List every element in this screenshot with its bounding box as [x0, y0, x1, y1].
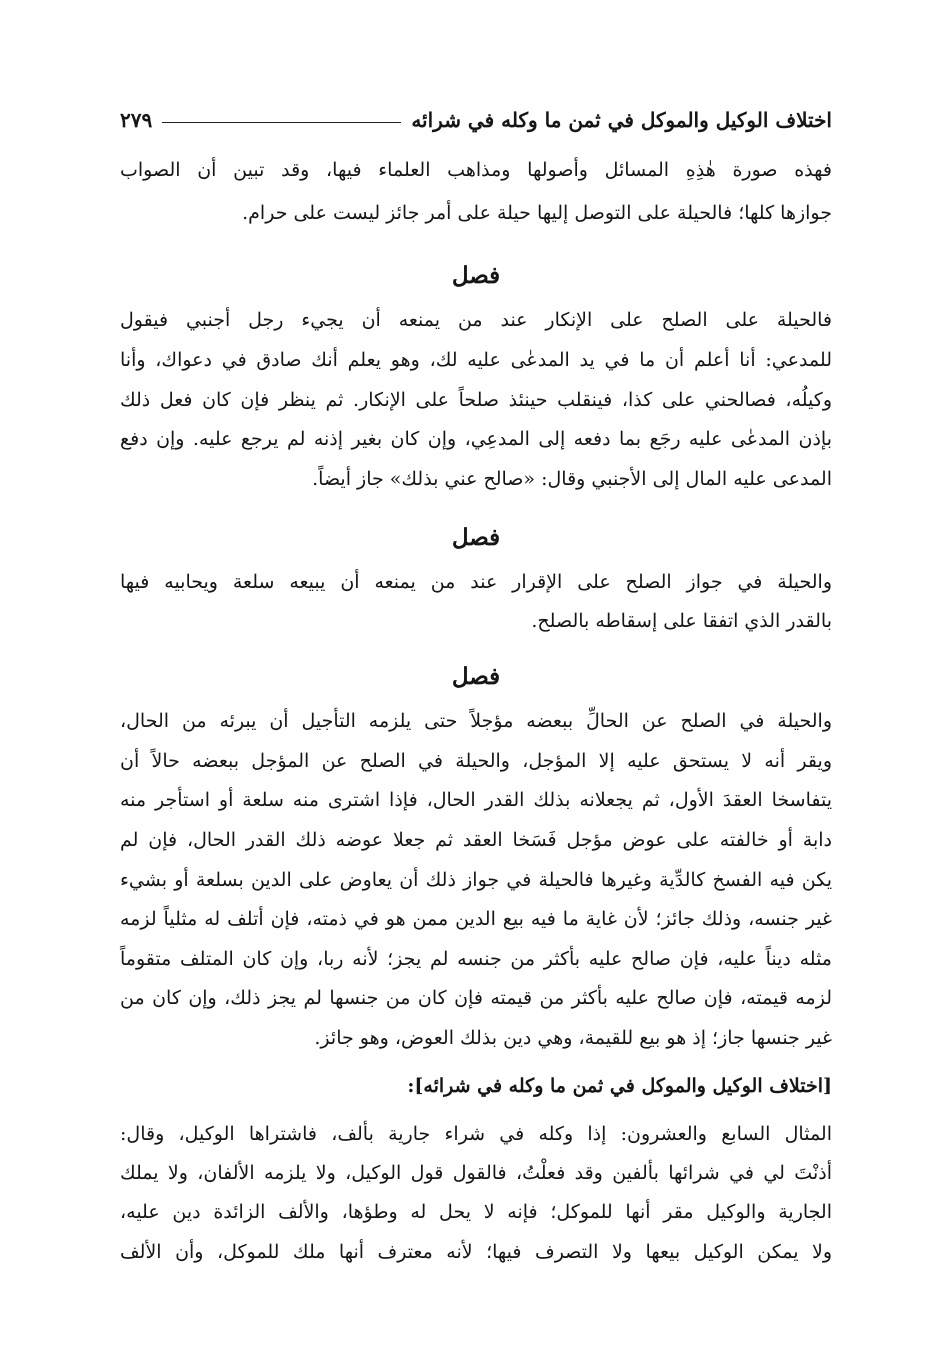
section-heading: فصل [451, 524, 501, 551]
text-line: ولا يمكن الوكيل بيعها ولا التصرف فيها؛ لأنه معترف أنها ملك للموكل، وأن الألف [120, 1241, 832, 1263]
text-line: جوازها كلها؛ فالحيلة على التوصل إليها حيلة على أمر جائز ليست على حرام. [242, 202, 832, 224]
running-header-title: اختلاف الوكيل والموكل في ثمن ما وكله في شرائه [411, 108, 832, 132]
text-line: مثله ديناً عليه، فإن صالح عليه بأكثر من جنسه لم يجز؛ لأنه ربا، وإن كان المتلف متقوماً [120, 948, 832, 970]
running-header [120, 104, 832, 136]
text-line: أذنْتَ لي في شرائها بألفين وقد فعلْتُ، فالقول قول الوكيل، ولا يلزمه الألفان، ولا يملك [120, 1162, 832, 1184]
section-heading: فصل [451, 663, 501, 690]
text-line: الجارية والوكيل مقر أنها للموكل؛ فإنه لا يحل له وطؤها، والألف الزائدة دين عليه، [120, 1201, 832, 1223]
section-heading: فصل [451, 262, 501, 289]
text-line: المدعى عليه المال إلى الأجنبي وقال: «صالح عني بذلك» جاز أيضاً. [312, 468, 832, 490]
text-line: بإذن المدعٰى عليه رجَع بما دفعه إلى المدعِي، وإن كان بغير إذنه لم يرجع عليه. وإن دفع [120, 428, 832, 450]
text-line: وكيلُه، فصالحني على كذا، فينقلب حينئذ صلحاً على الإنكار. ثم ينظر فإن كان فعل ذلك [120, 389, 832, 411]
text-line: دابة أو خالفته على عوض مؤجل فَسَخا العقد ثم جعلا عوضه ذلك القدر الحال، فإن لم [120, 829, 832, 851]
text-line: غير جنسه، وذلك جائز؛ لأن غاية ما فيه بيع الدين ممن هو في ذمته، فإن أتلف له مثلياً لزمه [120, 908, 832, 930]
text-line: لزمه قيمته، فإن صالح عليه بأكثر من قيمته فإن كان من جنسها لم يجز ذلك، وإن كان من [120, 987, 832, 1009]
text-line: والحيلة في جواز الصلح على الإقرار عند من يمنعه أن يبيعه سلعة ويحابيه فيها [120, 571, 832, 593]
text-line: والحيلة في الصلح عن الحالِّ ببعضه مؤجلاً حتى يلزمه التأجيل أن يبرئه من الحال، [120, 710, 832, 732]
text-line: غير جنسها جاز؛ إذ هو بيع للقيمة، وهي دين بذلك العوض، وهو جائز. [314, 1027, 832, 1049]
text-line: فالحيلة على الصلح على الإنكار عند من يمنعه أن يجيء رجل أجنبي فيقول [120, 309, 832, 331]
text-line: للمدعي: أنا أعلم أن ما في يد المدعٰى عليه لك، وهو يعلم أنك صادق في دعواك، وأنا [120, 349, 832, 371]
text-line: ويقر أنه لا يستحق عليه إلا المؤجل، والحيلة في الصلح عن المؤجل ببعضه حالاً أن [120, 750, 832, 772]
page-number: ٢٧٩ [120, 108, 153, 132]
text-line: المثال السابع والعشرون: إذا وكله في شراء جارية بألف، فاشتراها الوكيل، وقال: [120, 1123, 832, 1145]
text-line: فهذه صورة هٰذِهِ المسائل وأصولها ومذاهب العلماء فيها، وقد تبين أن الصواب [120, 159, 832, 181]
header-rule [162, 122, 401, 123]
text-line: يتفاسخا العقدَ الأول، ثم يجعلانه بذلك القدر الحال، فإذا اشترى منه سلعة أو استأجر منه [120, 789, 832, 811]
text-line: يكن فيه الفسخ كالدِّية وغيرها فالحيلة في جواز ذلك أن يعاوض على الدين بسلعة أو بشيء [120, 869, 832, 891]
bracketed-section-title: [اختلاف الوكيل والموكل في ثمن ما وكله في شرائه]: [407, 1075, 832, 1097]
text-line: بالقدر الذي اتفقا على إسقاطه بالصلح. [531, 610, 832, 632]
